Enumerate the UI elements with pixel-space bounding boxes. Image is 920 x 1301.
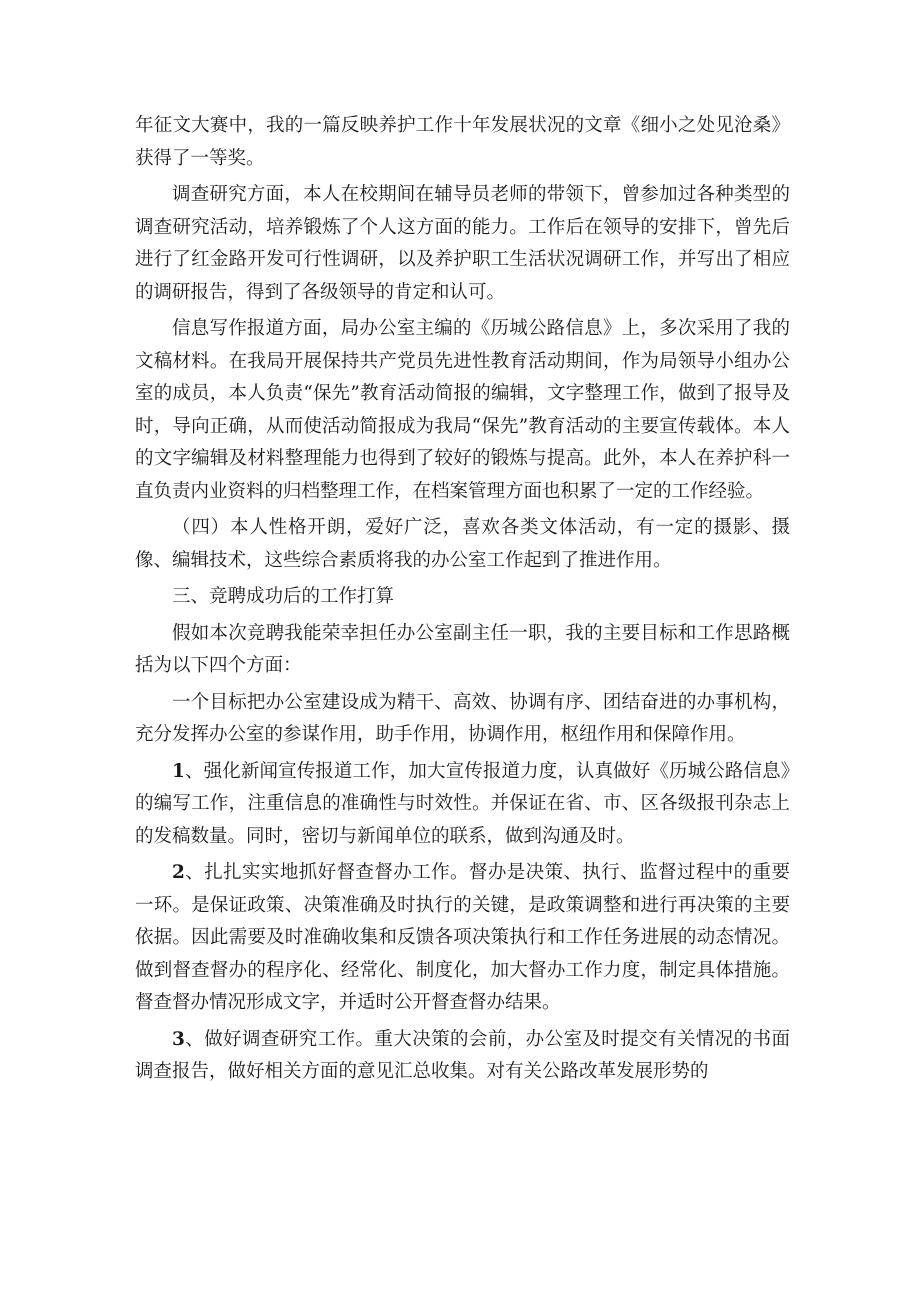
paragraph-continuation: 年征文大赛中，我的一篇反映养护工作十年发展状况的文章《细小之处见沧桑》获得了一等奖。 bbox=[135, 115, 790, 169]
list-item-text: 、扎扎实实地抓好督查督办工作。督办是决策、执行、监督过程中的重要一环。是保证政策、决策准确及时执行的关键，是政策调整和进行再决策的主要依据。因此需要及时准确收集和反馈各项决策执行和工作任务进展的动态情况。做到督查督办的程序化、经常化、制度化，加大督办工作力度，制定具体措施。督查督办情况形成文字，并适时公开督查督办结果。 bbox=[135, 862, 790, 1013]
list-item-3 bbox=[135, 1024, 790, 1089]
list-item-text: 、强化新闻宣传报道工作，加大宣传报道力度，认真做好《历城公路信息》的编写工作，注重信息的准确性与时效性。并保证在省、市、区各级报刊杂志上的发稿数量。同时，密切与新闻单位的联系，做到沟通及时。 bbox=[135, 760, 790, 847]
list-item-number: 3 bbox=[172, 1028, 185, 1050]
section-heading-work-plan: 三、竞聘成功后的工作打算 bbox=[172, 586, 395, 607]
paragraph-personality: （四）本人性格开朗，爱好广泛，喜欢各类文体活动，有一定的摄影、摄像、编辑技术，这些综合素质将我的办公室工作起到了推进作用。 bbox=[135, 517, 790, 571]
paragraph-research: 调查研究方面，本人在校期间在辅导员老师的带领下，曾参加过各种类型的调查研究活动，培养锻炼了个人这方面的能力。工作后在领导的安排下，曾先后进行了红金路开发可行性调研，以及养护职工生活状况调研工作，并写出了相应的调研报告，得到了各级领导的肯定和认可。 bbox=[135, 184, 790, 303]
paragraph-one-goal: 一个目标把办公室建设成为精干、高效、协调有序、团结奋进的办事机构，充分发挥办公室的参谋作用，助手作用，协调作用，枢纽作用和保障作用。 bbox=[135, 691, 790, 745]
paragraph-information-writing: 信息写作报道方面，局办公室主编的《历城公路信息》上，多次采用了我的文稿材料。在我局开展保持共产党员先进性教育活动期间，作为局领导小组办公室的成员，本人负责“保先”教育活动简报的编辑，文字整理工作，做到了报导及时，导向正确，从而使活动简报成为我局“保先”教育活动的主要宣传载体。本人的文字编辑及材料整理能力也得到了较好的锻炼与提高。此外，本人在养护科一直负责内业资料的归档整理工作，在档案管理方面也积累了一定的工作经验。 bbox=[135, 318, 790, 502]
document-body bbox=[135, 110, 790, 1093]
list-item-number: 1 bbox=[172, 760, 185, 782]
list-item-2 bbox=[135, 857, 790, 1020]
paragraph-goals-intro: 假如本次竞聘我能荣幸担任办公室副主任一职，我的主要目标和工作思路概括为以下四个方面： bbox=[135, 622, 790, 676]
list-item-number: 2 bbox=[172, 862, 185, 883]
list-item-1 bbox=[135, 756, 790, 854]
list-item-text: 、做好调查研究工作。重大决策的会前，办公室及时提交有关情况的书面调查报告，做好相关方面的意见汇总收集。对有关公路改革发展形势的 bbox=[135, 1028, 790, 1082]
